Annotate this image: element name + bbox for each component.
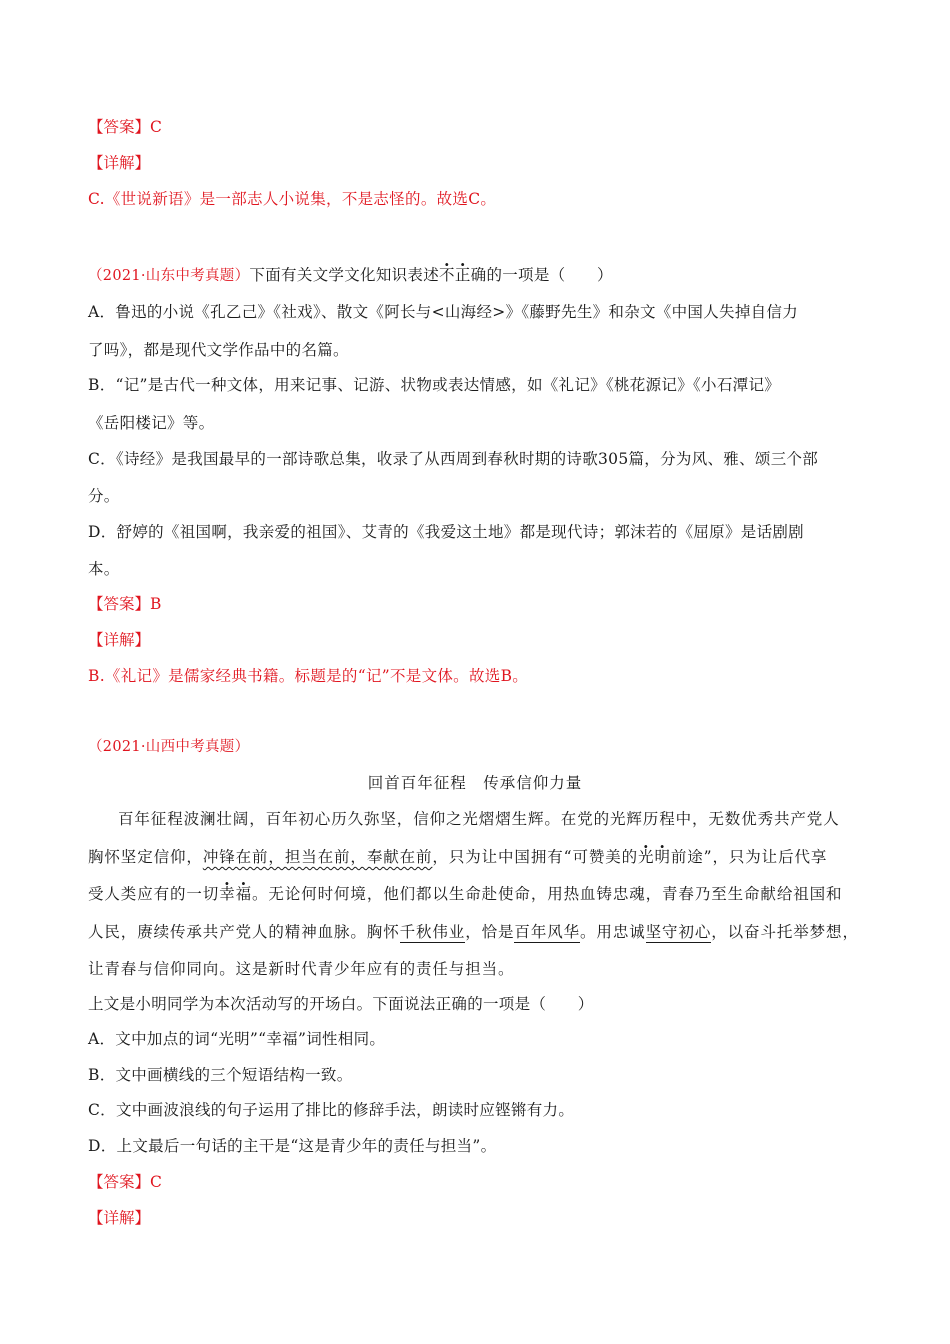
q3-emph-fu: 福 <box>235 885 253 903</box>
q3-underline-2: 百年风华 <box>514 923 581 941</box>
q3-stem: 上文是小明同学为本次活动写的开场白。下面说法正确的一项是（ ） <box>88 995 594 1013</box>
q2-option-b-line2: 《岳阳楼记》等。 <box>88 414 215 432</box>
q3-passage-line2 <box>88 845 878 869</box>
q3-p4-a: 人民，赓续传承共产党人的精神血脉。胸怀 <box>88 923 400 941</box>
q1-explanation: C.《世说新语》是一部志人小说集，不是志怪的。故选C。 <box>88 190 497 208</box>
q2-emph-char-2: 正 <box>454 266 471 284</box>
q3-emph-ming: 明 <box>654 848 671 866</box>
q3-option-b: B．文中画横线的三个短语结构一致。 <box>88 1066 353 1084</box>
q3-source: （2021·山西中考真题） <box>88 739 250 755</box>
q3-underline-3: 坚守初心 <box>645 923 712 941</box>
q2-option-a-line1: A．鲁迅的小说《孔乙己》《社戏》、散文《阿长与<山海经>》《藤野先生》和杂文《中国人失掉自信力 <box>88 303 799 321</box>
q3-p2-a: 胸怀坚定信仰， <box>88 848 203 866</box>
q3-p3-a: 受人类应有的一切 <box>88 885 220 903</box>
q2-explanation: B.《礼记》是儒家经典书籍。标题是的“记”不是文体。故选B。 <box>88 667 529 685</box>
q2-option-b-line1: B．“记”是古代一种文体，用来记事、记游、状物或表达情感，如《礼记》《桃花源记》《小石潭记》 <box>88 376 781 394</box>
q2-option-c-line2: 分。 <box>88 487 120 505</box>
q3-wavy-sentence: 冲锋在前，担当在前，奉献在前 <box>202 848 433 866</box>
q2-detail-tag: 【详解】 <box>88 631 151 649</box>
q2-option-c-line1: C．《诗经》是我国最早的一部诗歌总集，收录了从西周到春秋时期的诗歌305篇，分为风、雅、颂三个部 <box>88 450 819 468</box>
q3-passage-line3 <box>88 882 878 906</box>
q3-passage-line1: 百年征程波澜壮阔，百年初心历久弥坚，信仰之光熠熠生辉。在党的光辉历程中，无数优秀共产党人 <box>118 810 840 828</box>
q3-p4-b: ，恰是 <box>465 923 515 941</box>
q1-answer-tag: 【答案】C <box>88 118 162 136</box>
q3-emph-xing: 幸 <box>219 885 236 903</box>
q2-stem-after: 确的一项是（ ） <box>470 266 613 284</box>
q3-p4-c: 。用忠诚 <box>580 923 646 941</box>
q3-emph-guang: 光 <box>638 848 655 866</box>
q3-answer-tag: 【答案】C <box>88 1173 162 1191</box>
q3-option-c: C．文中画波浪线的句子运用了排比的修辞手法，朗读时应铿锵有力。 <box>88 1101 575 1119</box>
q3-source-line <box>88 734 878 759</box>
q3-p4-d: ，以奋斗托举梦想， <box>711 923 859 941</box>
q3-underline-1: 千秋伟业 <box>399 923 466 941</box>
q1-detail-tag: 【详解】 <box>88 154 151 172</box>
q3-p2-c: 前途”，只为让后代享 <box>670 848 828 866</box>
q3-p2-b: ，只为让中国拥有“可赞美的 <box>432 848 639 866</box>
q2-source: （2021·山东中考真题） <box>88 268 250 284</box>
q2-stem-before: 下面有关文学文化知识表述 <box>249 266 440 284</box>
q3-option-d: D．上文最后一句话的主干是“这是青少年的责任与担当”。 <box>88 1137 497 1155</box>
q2-answer-tag: 【答案】B <box>88 595 162 613</box>
q2-emph-char-1: 不 <box>439 266 455 284</box>
q2-option-a-line2: 了吗》，都是现代文学作品中的名篇。 <box>88 341 349 359</box>
q3-detail-tag: 【详解】 <box>88 1209 151 1227</box>
q3-option-a: A．文中加点的词“光明”“幸福”词性相同。 <box>88 1030 386 1048</box>
q3-passage-line5: 让青春与信仰同向。这是新时代青少年应有的责任与担当。 <box>88 960 515 978</box>
q3-passage-line4 <box>88 920 878 944</box>
q2-option-d-line2: 本。 <box>88 560 120 578</box>
q2-stem <box>88 263 878 288</box>
q3-passage-title: 回首百年征程 传承信仰力量 <box>367 774 583 792</box>
q3-p3-b: 。无论何时何境，他们都以生命赴使命，用热血铸忠魂，青春乃至生命献给祖国和 <box>252 885 843 903</box>
q2-option-d-line1: D．舒婷的《祖国啊，我亲爱的祖国》、艾青的《我爱这土地》都是现代诗；郭沫若的《屈原》是话剧剧 <box>88 523 804 541</box>
